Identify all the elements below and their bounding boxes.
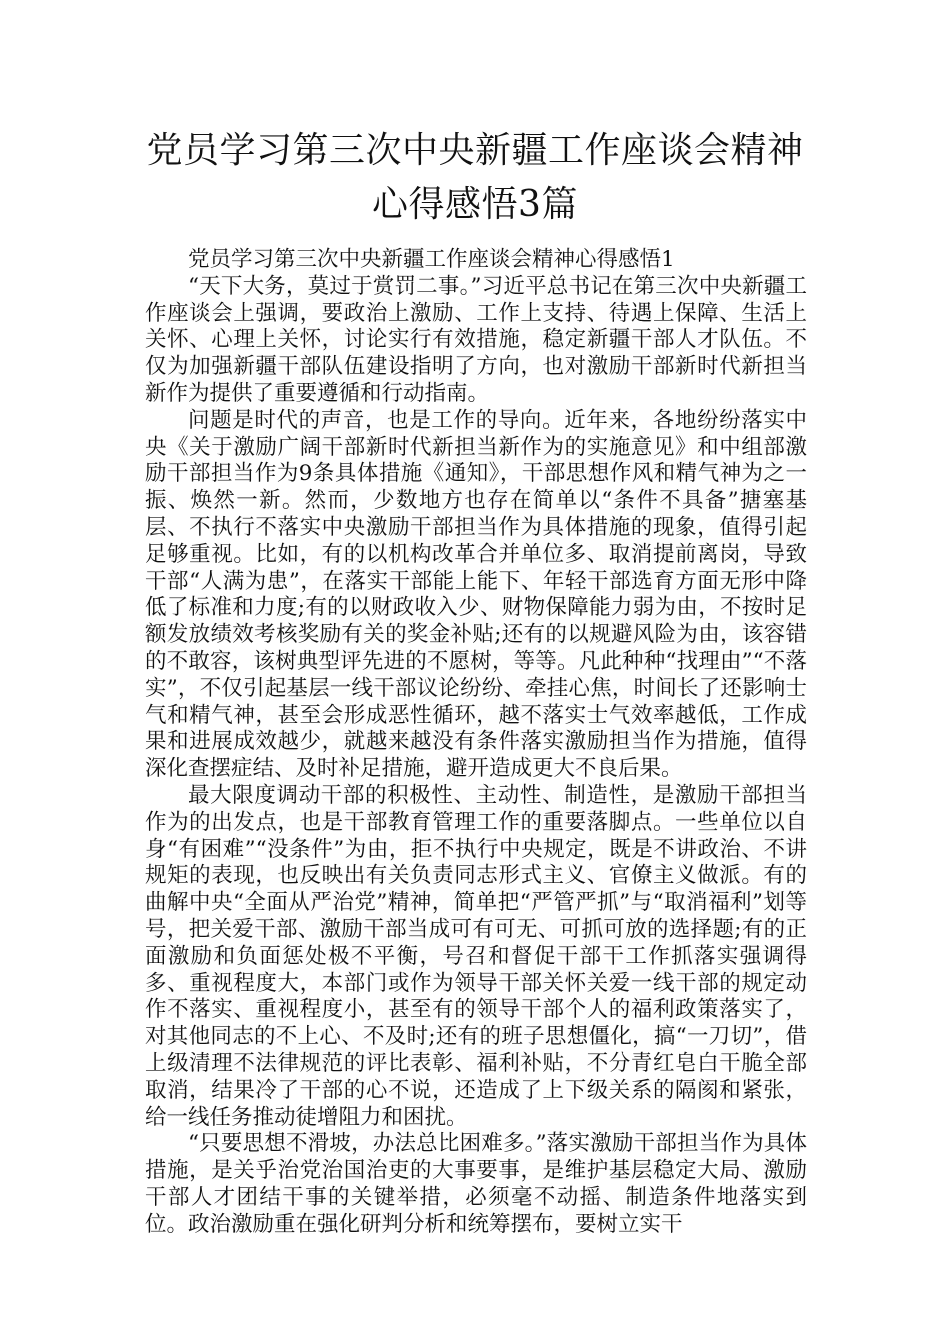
paragraph-1: “天下大务，莫过于赏罚二事。”习近平总书记在第三次中央新疆工作座谈会上强调，要政治上激励、工作上支持、待遇上保障、生活上关怀、心理上关怀，讨论实行有效措施，稳定新疆干部人才队伍。不仅为加强新疆干部队伍建设指明了方向，也对激励干部新时代新担当新作为提供了重要遵循和行动指南。 (145, 273, 807, 406)
document-title (140, 124, 810, 232)
title-line-1: 党员学习第三次中央新疆工作座谈会精神 (146, 130, 804, 171)
paragraph-3: 最大限度调动干部的积极性、主动性、制造性，是激励干部担当作为的出发点，也是干部教育管理工作的重要落脚点。一些单位以自身“有困难”“没条件”为由，拒不执行中央规定，既是不讲政治、不讲规矩的表现，也反映出有关负责同志形式主义、官僚主义做派。有的曲解中央“全面从严治党”精神，简单把“严管严抓”与“取消福利”划等号，把关爱干部、激励干部当成可有可无、可抓可放的选择题;有的正面激励和负面惩处极不平衡，号召和督促干部干工作抓落实强调得多、重视程度大，本部门或作为领导干部关怀关爱一线干部的规定动作不落实、重视程度小，甚至有的领导干部个人的福利政策落实了，对其他同志的不上心、不及时;还有的班子思想僵化，搞“一刀切”，借上级清理不法律规范的评比表彰、福利补贴，不分青红皂白干脆全部取消，结果冷了干部的心不说，还造成了上下级关系的隔阂和紧张，给一线任务推动徒增阻力和困扰。 (145, 782, 807, 1130)
paragraph-2: 问题是时代的声音，也是工作的导向。近年来，各地纷纷落实中央《关于激励广阔干部新时代新担当新作为的实施意见》和中组部激励干部担当作为9条具体措施《通知》，干部思想作风和精气神为之一振、焕然一新。然而，少数地方也存在简单以“条件不具备”搪塞基层、不执行不落实中央激励干部担当作为具体措施的现象，值得引起足够重视。比如，有的以机构改革合并单位多、取消提前离岗，导致干部“人满为患”，在落实干部能上能下、年轻干部选育方面无形中降低了标准和力度;有的以财政收入少、财物保障能力弱为由，不按时足额发放绩效考核奖励有关的奖金补贴;还有的以规避风险为由，该容错的不敢容，该树典型评先进的不愿树，等等。凡此种种“找理由”“不落实”，不仅引起基层一线干部议论纷纷、牵挂心焦，时间长了还影响士气和精气神，甚至会形成恶性循环，越不落实士气效率越低，工作成果和进展成效越少，就越来越没有条件落实激励担当作为措施，值得深化查摆症结、及时补足措施，避开造成更大不良后果。 (145, 407, 807, 782)
section-heading: 党员学习第三次中央新疆工作座谈会精神心得感悟1 (188, 247, 675, 272)
document-body (145, 247, 807, 1238)
title-line-2: 心得感悟3篇 (372, 184, 578, 225)
paragraph-4: “只要思想不滑坡，办法总比困难多。”落实激励干部担当作为具体措施，是关乎治党治国治吏的大事要事，是维护基层稳定大局、激励干部人才团结干事的关键举措，必须毫不动摇、制造条件地落实到位。政治激励重在强化研判分析和统筹摆布，要树立实干 (145, 1131, 807, 1237)
